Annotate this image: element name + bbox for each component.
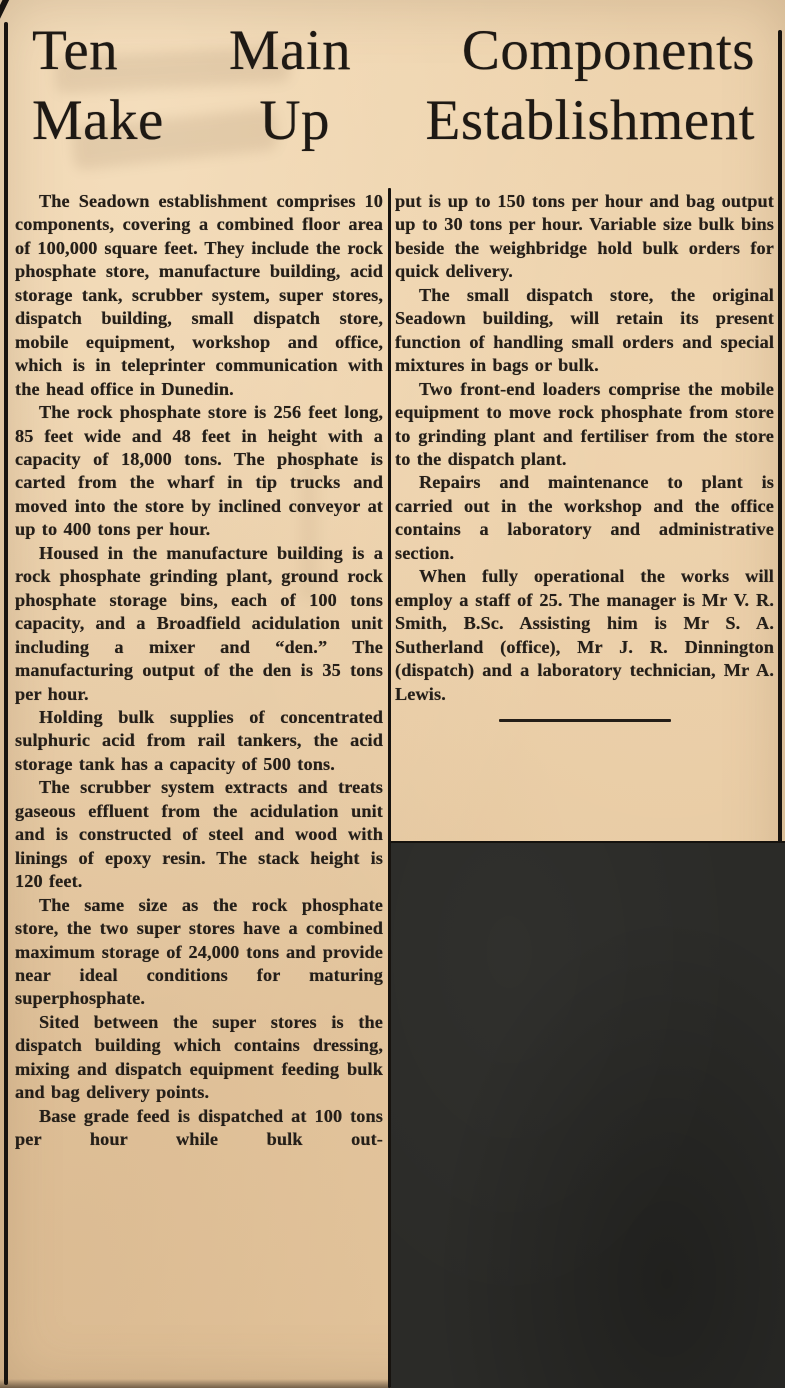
left-border-rule: [4, 22, 8, 1385]
photo-dark-region: [391, 841, 785, 1388]
article-headline: [32, 16, 755, 156]
paragraph-left-3: Housed in the manufacture building is a rock phosphate grinding plant, ground rock phosphate storage bins, each of 100 tons capacity, and a Broadfield acidulation unit including a mixer and “den.” The manufacturing output of the den is 35 tons per hour.: [15, 542, 383, 704]
paragraph-right-4: Repairs and maintenance to plant is carried out in the workshop and the office contains a laboratory and administrative section.: [395, 472, 774, 563]
headline-line-1: Ten Main Components: [32, 19, 755, 82]
end-of-article-divider: [499, 719, 671, 722]
paragraph-right-3: Two front-end loaders comprise the mobile equipment to move rock phosphate from store to grinding plant and fertiliser from the store to the dispatch plant.: [395, 378, 774, 469]
right-border-rule: [778, 30, 782, 848]
headline-line-2: Make Up Establishment: [32, 89, 755, 152]
paragraph-right-1: put is up to 150 tons per hour and bag output up to 30 tons per hour. Variable size bulk bins beside the weighbridge hold bulk orders for quick delivery.: [395, 191, 774, 282]
paragraph-left-8: Base grade feed is dispatched at 100 tons per hour while bulk out-: [15, 1105, 383, 1150]
paragraph-left-7: Sited between the super stores is the dispatch building which contains dressing, mixing and dispatch equipment feeding bulk and bag delivery points.: [15, 1011, 383, 1103]
paragraph-right-2: The small dispatch store, the original Seadown building, will retain its present function of handling small orders and special mixtures in bags or bulk.: [395, 284, 774, 376]
paragraph-right-5: When fully operational the works will employ a staff of 25. The manager is Mr V. R. Smith, B.Sc. Assisting him is Mr S. A. Sutherland (office), Mr J. R. Dinnington (dispatch) and a laboratory technician, Mr A. Lewis.: [395, 566, 774, 704]
left-column: [15, 190, 383, 1388]
paragraph-left-1: The Seadown establishment comprises 10 components, covering a combined floor area of 100,000 square feet. They include the rock phosphate store, manufacture building, acid storage tank, scrubber system, super stores, dispatch building, small dispatch store, mobile equipment, workshop and office, which is in teleprinter communication with the head office in Dunedin.: [15, 191, 383, 399]
paragraph-left-4: Holding bulk supplies of concentrated sulphuric acid from rail tankers, the acid storage tank has a capacity of 500 tons.: [15, 706, 383, 774]
paragraph-left-6: The same size as the rock phosphate store, the two super stores have a combined maximum storage of 24,000 tons and provide near ideal conditions for maturing superphosphate.: [15, 894, 383, 1009]
paragraph-left-2: The rock phosphate store is 256 feet long, 85 feet wide and 48 feet in height with a capacity of 18,000 tons. The phosphate is carted from the wharf in tip trucks and moved into the store by inclined conveyor at up to 400 tons per hour.: [15, 402, 383, 540]
paragraph-left-5: The scrubber system extracts and treats gaseous effluent from the acidulation unit and is constructed of steel and wood with linings of epoxy resin. The stack height is 120 feet.: [15, 777, 383, 892]
